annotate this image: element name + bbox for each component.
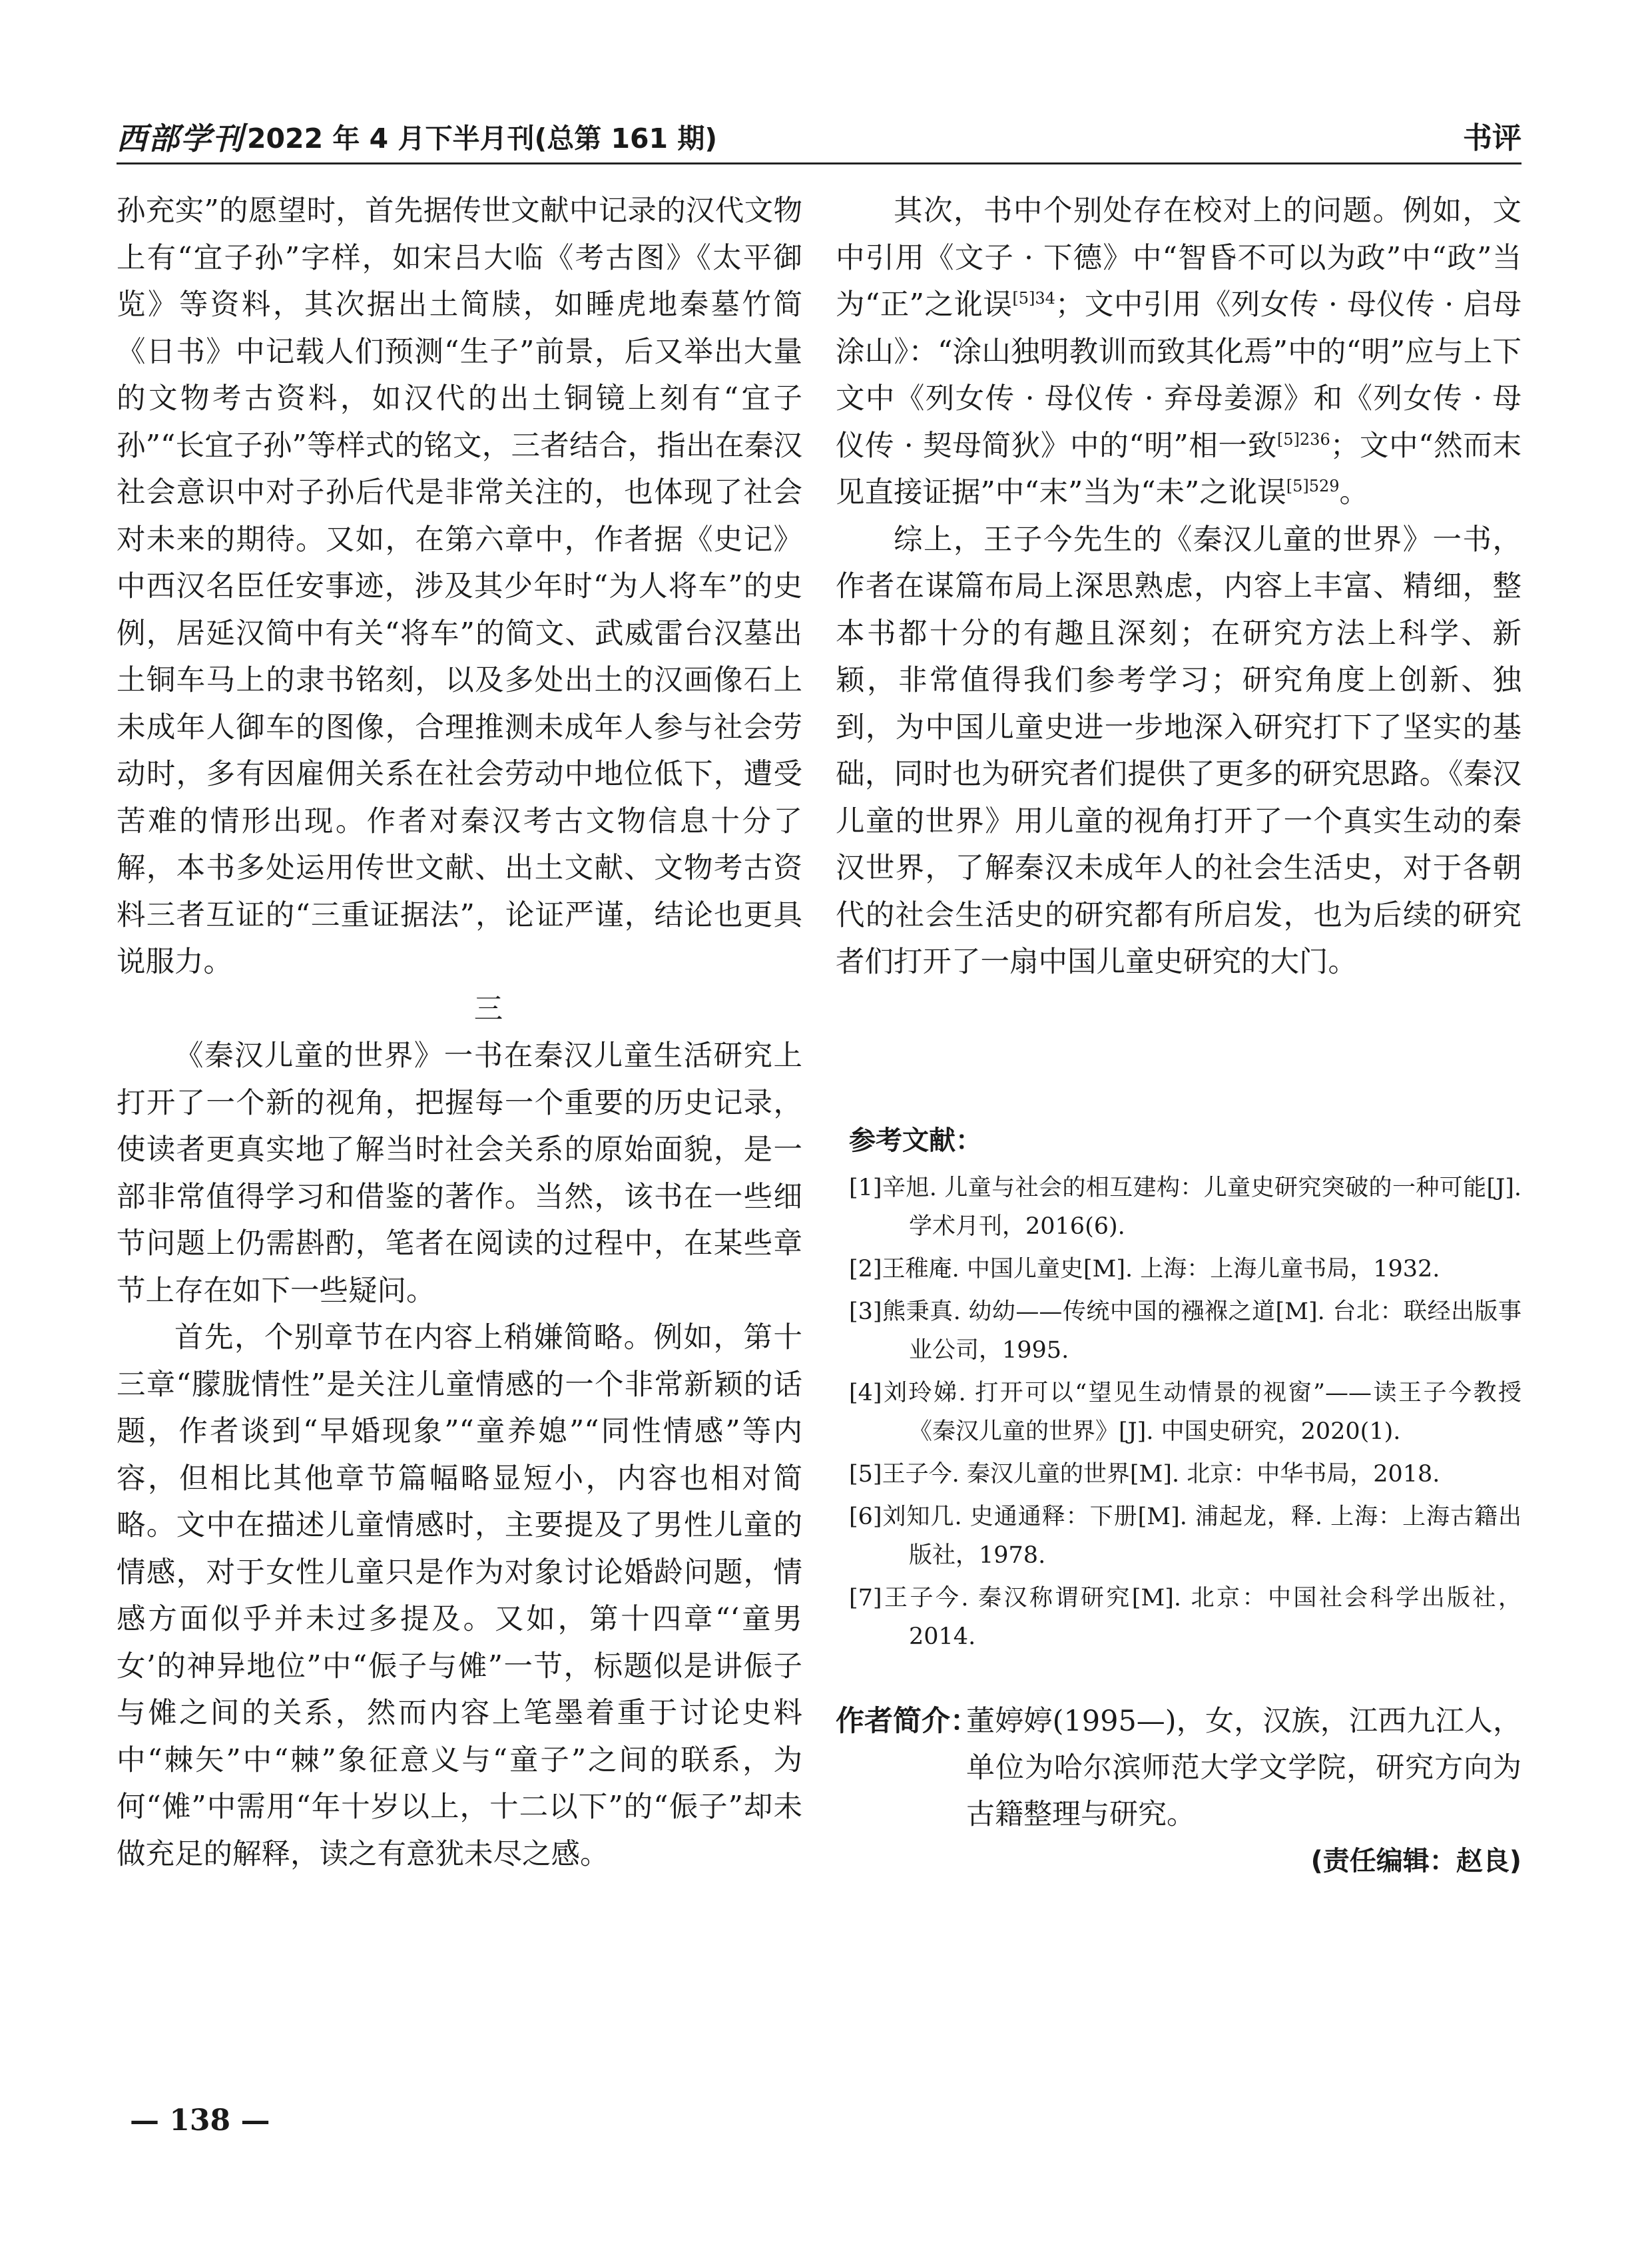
- citation: [5]34: [1012, 289, 1055, 308]
- reference-item: [5]王子今. 秦汉儿童的世界[M]. 北京：中华书局，2018.: [849, 1461, 1440, 1488]
- journal-logo: 西部学刊: [117, 121, 244, 156]
- left-column: [117, 188, 802, 1878]
- paragraph: 首先，个别章节在内容上稍嫌简略。例如，第十三章“朦胧情性”是关注儿童情感的一个非常新颖的话题，作者谈到“早婚现象”“童养媳”“同性情感”等内容，但相比其他章节篇幅略显短小，内容也相对简略。文中在描述儿童情感时，主要提及了男性儿童的情感，对于女性儿童只是作为对象讨论婚龄问题，情感方面似乎并未过多提及。又如，第十四章“‘童男女’的神异地位”中“侲子与傩”一节，标题似是讲侲子与傩之间的关系，然而内容上笔墨着重于讨论史料中“棘矢”中“棘”象征意义与“童子”之间的联系，为何“傩”中需用“年十岁以上，十二以下”的“侲子”却未做充足的解释，读之有意犹未尽之感。: [117, 1321, 802, 1871]
- reference-item: [7]王子今. 秦汉称谓研究[M]. 北京：中国社会科学出版社，2014.: [849, 1585, 1521, 1650]
- reference-item: [1]辛旭. 儿童与社会的相互建构：儿童史研究突破的一种可能[J]. 学术月刊，2016(6).: [849, 1175, 1521, 1240]
- text-run: ；文中“然而末见直接证据”中“末”当为“未”之讹误: [836, 429, 1521, 509]
- page-number: — 138 —: [130, 2103, 270, 2137]
- citation: [5]529: [1286, 477, 1340, 495]
- page-header: [117, 119, 1521, 158]
- issue-info: 2022 年 4 月下半月刊(总第 161 期): [247, 123, 718, 154]
- reference-item: [3]熊秉真. 幼幼——传统中国的襁褓之道[M]. 台北：联经出版事业公司，1995.: [849, 1298, 1521, 1364]
- responsible-editor: (责任编辑：赵良): [1310, 1846, 1521, 1876]
- paragraph: [836, 188, 1521, 517]
- text-run: ；文中引用《列女传 · 母仪传 · 启母涂山》：“涂山独明教训而致其化焉”中的“明”应与上下文中《列女传 · 母仪传 · 弃母姜源》和《列女传 · 母仪传 · 契母简狄》中的“明”相一致: [836, 288, 1522, 463]
- section-label: 书评: [1463, 121, 1521, 155]
- reference-item: [6]刘知几. 史通通释：下册[M]. 浦起龙，释. 上海：上海古籍出版社，1978.: [849, 1504, 1521, 1569]
- text-run: 其次，书中个别处存在校对上的问题。例如，文中引用《文子 · 下德》中“智昏不可以为政”中“政”当为“正”之讹误: [836, 194, 1521, 322]
- reference-item: [2]王稚庵. 中国儿童史[M]. 上海：上海儿童书局，1932.: [849, 1256, 1440, 1282]
- paragraph: 《秦汉儿童的世界》一书在秦汉儿童生活研究上打开了一个新的视角，把握每一个重要的历史记录，使读者更真实地了解当时社会关系的原始面貌，是一部非常值得学习和借鉴的著作。当然，该书在一些细节问题上仍需斟酌，笔者在阅读的过程中，在某些章节上存在如下一些疑问。: [117, 1039, 802, 1308]
- section-heading: 三: [473, 992, 503, 1026]
- paragraph: 综上，王子今先生的《秦汉儿童的世界》一书，作者在谋篇布局上深思熟虑，内容上丰富、精细，整本书都十分的有趣且深刻；在研究方法上科学、新颖，非常值得我们参考学习；研究角度上创新、独到，为中国儿童史进一步地深入研究打下了坚实的基础，同时也为研究者们提供了更多的研究思路。《秦汉儿童的世界》用儿童的视角打开了一个真实生动的秦汉世界，了解秦汉未成年人的社会生活史，对于各朝代的社会生活史的研究都有所启发，也为后续的研究者们打开了一扇中国儿童史研究的大门。: [836, 523, 1521, 979]
- header-rule: [117, 162, 1521, 164]
- paragraph: 孙充实”的愿望时，首先据传世文献中记录的汉代文物上有“宜子孙”字样，如宋吕大临《考古图》《太平御览》等资料，其次据出土简牍，如睡虎地秦墓竹简《日书》中记载人们预测“生子”前景，后又举出大量的文物考古资料，如汉代的出土铜镜上刻有“宜子孙”“长宜子孙”等样式的铭文，三者结合，指出在秦汉社会意识中对子孙后代是非常关注的，也体现了社会对未来的期待。又如，在第六章中，作者据《史记》中西汉名臣任安事迹，涉及其少年时“为人将车”的史例，居延汉简中有关“将车”的简文、武威雷台汉墓出土铜车马上的隶书铭刻，以及多处出土的汉画像石上未成年人御车的图像，合理推测未成年人参与社会劳动时，多有因雇佣关系在社会劳动中地位低下，遭受苦难的情形出现。作者对秦汉考古文物信息十分了解，本书多处运用传世文献、出土文献、文物考古资料三者互证的“三重证据法”，论证严谨，结论也更具说服力。: [117, 194, 802, 979]
- author-bio: [836, 1698, 1521, 1838]
- reference-item: [4]刘玲娣. 打开可以“望见生动情景的视窗”——读王子今教授《秦汉儿童的世界》[J]. 中国史研究，2020(1).: [849, 1380, 1521, 1445]
- references-list: [849, 1169, 1521, 1660]
- right-column: [836, 188, 1521, 986]
- author-bio-label: 作者简介：: [836, 1705, 979, 1738]
- references-title: 参考文献：: [849, 1125, 982, 1156]
- author-bio-text: 董婷婷(1995—)，女，汉族，江西九江人，单位为哈尔滨师范大学文学院，研究方向为古籍整理与研究。: [966, 1705, 1521, 1831]
- text-run: 。: [1339, 476, 1369, 509]
- citation: [5]236: [1276, 429, 1330, 449]
